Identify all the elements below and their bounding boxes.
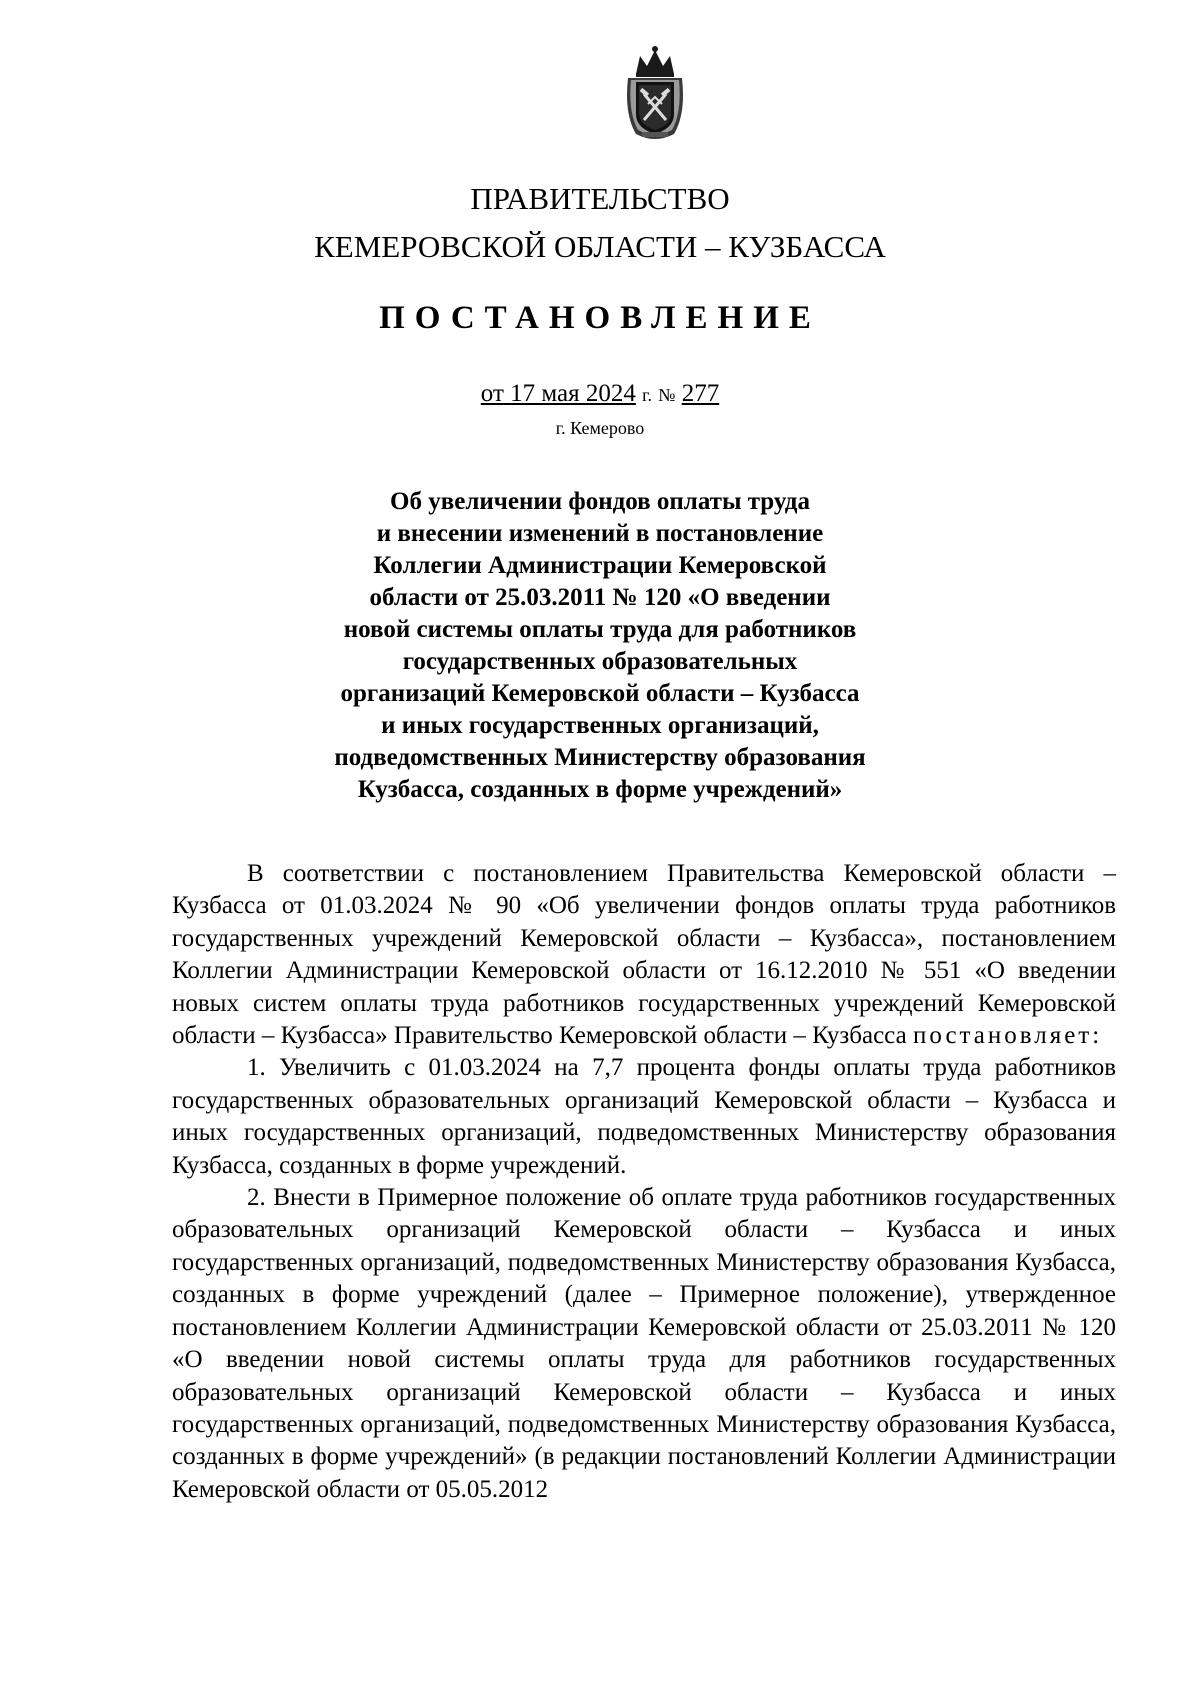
title-line: Коллегии Администрации Кемеровской	[373, 552, 827, 579]
title-line: Кузбасса, созданных в форме учреждений»	[357, 776, 843, 803]
government-name-line1: ПРАВИТЕЛЬСТВО	[470, 181, 730, 216]
government-name-line2: КЕМЕРОВСКОЙ ОБЛАСТИ – КУЗБАССА	[314, 229, 886, 264]
title-line: организаций Кемеровской области – Кузбасса	[340, 680, 860, 707]
title-line: подведомственных Министерству образования	[334, 744, 866, 771]
body-paragraph-item-1: 1. Увеличить с 01.03.2024 на 7,7 процента фонды оплаты труда работников государственных образовательных организаций Кемеровской области – Кузбасса и иных государственных организаций, подведомственных Министерству образования Кузбасса, созданных в форме учреждений.	[172, 1054, 1116, 1179]
title-line: области от 25.03.2011 № 120 «О введении	[369, 584, 831, 611]
title-line: и внесении изменений в постановление	[376, 520, 824, 547]
number-sign: №	[658, 385, 676, 405]
city-name: г. Кемерово	[555, 418, 645, 438]
body-paragraph-preamble	[172, 858, 1116, 1052]
title-line: и иных государственных организаций,	[381, 712, 819, 739]
title-line: новой системы оплаты труда для работников	[343, 616, 857, 643]
resolves-word: постановляет	[912, 1022, 1093, 1050]
year-suffix: г.	[642, 385, 653, 405]
date-number-line	[0, 380, 1200, 408]
preamble-text: В соответствии с постановлением Правительства Кемеровской области – Кузбасса от 01.03.2024 № 90 «Об увеличении фондов оплаты труда работников государственных учреждений Кемеровской области – Кузбасса», постановлением Коллегии Администрации Кемеровской области от 16.12.2010 № 551 «О введении новых систем оплаты труда работников государственных учреждений Кемеровской области – Кузбасса» Правительство Кемеровской области – Кузбасса	[172, 860, 1116, 1050]
number-value: 277	[681, 380, 720, 407]
document-body	[172, 858, 1116, 1506]
preamble-colon: :	[1092, 1022, 1100, 1050]
document-title	[300, 486, 900, 806]
body-paragraph-item-2: 2. Внести в Примерное положение об оплате труда работников государственных образовательных организаций Кемеровской области – Кузбасса и иных государственных организаций, подведомственных Министерству образования Кузбасса, созданных в форме учреждений (далее – Примерное положение), утвержденное постановлением Коллегии Администрации Кемеровской области от 25.03.2011 № 120 «О введении новой системы оплаты труда для работников государственных образовательных организаций Кемеровской области – Кузбасса и иных государственных организаций, подведомственных Министерству образования Кузбасса, созданных в форме учреждений» (в редакции постановлений Коллегии Администрации Кемеровской области от 05.05.2012	[172, 1184, 1116, 1503]
date-value: 17 мая 2024	[510, 380, 636, 407]
document-type: ПОСТАНОВЛЕНИЕ	[379, 300, 821, 336]
title-line: государственных образовательных	[402, 648, 798, 675]
coat-of-arms-icon	[622, 44, 688, 144]
date-prefix: от	[480, 380, 504, 407]
title-line: Об увеличении фондов оплаты труда	[390, 488, 810, 515]
